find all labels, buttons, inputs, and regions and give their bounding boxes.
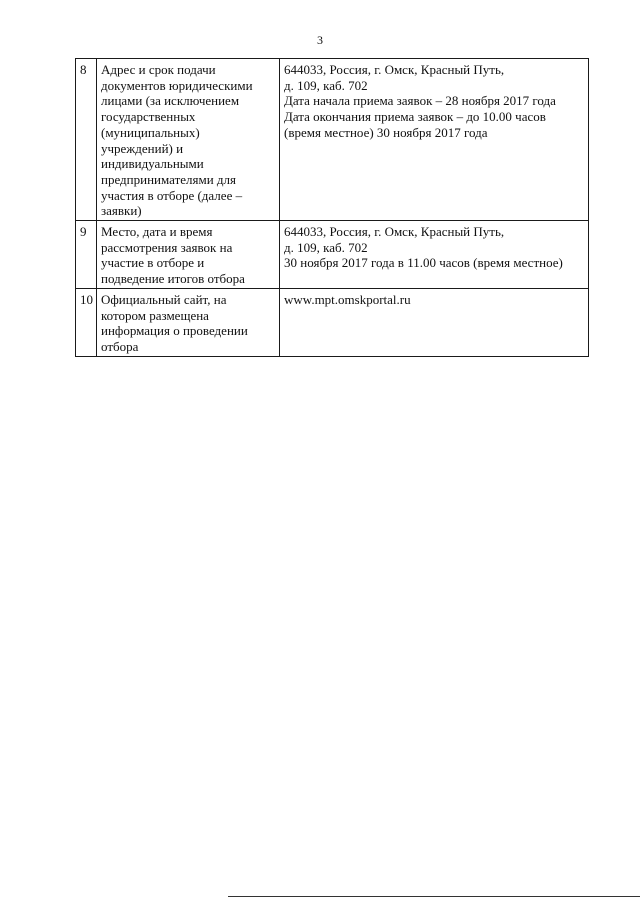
- table-row: [76, 59, 589, 221]
- label-line: индивидуальными: [101, 156, 204, 172]
- table-row: [76, 221, 589, 289]
- label-line: Официальный сайт, на: [101, 291, 227, 307]
- label-line: рассмотрения заявок на: [101, 239, 233, 255]
- row-label: [97, 59, 280, 221]
- label-line: Место, дата и время: [101, 224, 213, 240]
- label-line: предпринимателями для: [101, 171, 237, 187]
- value-line: (время местное) 30 ноября 2017 года: [284, 124, 488, 140]
- label-line: учреждений) и: [101, 140, 184, 156]
- table-row: [76, 288, 589, 356]
- page-number: 3: [317, 33, 323, 47]
- value-line: 644033, Россия, г. Омск, Красный Путь,: [284, 224, 505, 240]
- label-line: котором размещена: [101, 307, 209, 323]
- label-line: (муниципальных): [101, 124, 200, 140]
- label-line: документов юридическими: [101, 77, 253, 93]
- row-value: [280, 221, 589, 289]
- value-line: 644033, Россия, г. Омск, Красный Путь,: [284, 62, 505, 77]
- value-line: д. 109, каб. 702: [284, 77, 368, 93]
- label-line: Адрес и срок подачи: [101, 62, 216, 77]
- row-number: 8: [76, 59, 97, 221]
- label-line: отбора: [101, 338, 139, 354]
- value-line: Дата окончания приема заявок – до 10.00 часов: [284, 109, 546, 125]
- row-value: [280, 59, 589, 221]
- info-table: [75, 58, 589, 357]
- value-line: Дата начала приема заявок – 28 ноября 2017 года: [284, 93, 556, 109]
- label-line: участия в отборе (далее –: [101, 187, 243, 203]
- row-label: [97, 288, 280, 356]
- row-number: 9: [76, 221, 97, 289]
- row-label: [97, 221, 280, 289]
- label-line: государственных: [101, 109, 196, 125]
- row-value: [280, 288, 589, 356]
- label-line: участие в отборе и: [101, 255, 205, 271]
- bottom-divider: [228, 896, 640, 897]
- label-line: подведение итогов отбора: [101, 271, 245, 287]
- label-line: лицами (за исключением: [101, 93, 240, 109]
- value-line: 30 ноября 2017 года в 11.00 часов (время местное): [284, 255, 563, 271]
- label-line: заявки): [101, 203, 142, 219]
- value-line: д. 109, каб. 702: [284, 239, 368, 255]
- website-link[interactable]: www.mpt.omskportal.ru: [284, 291, 411, 307]
- label-line: информация о проведении: [101, 323, 248, 339]
- row-number: 10: [76, 288, 97, 356]
